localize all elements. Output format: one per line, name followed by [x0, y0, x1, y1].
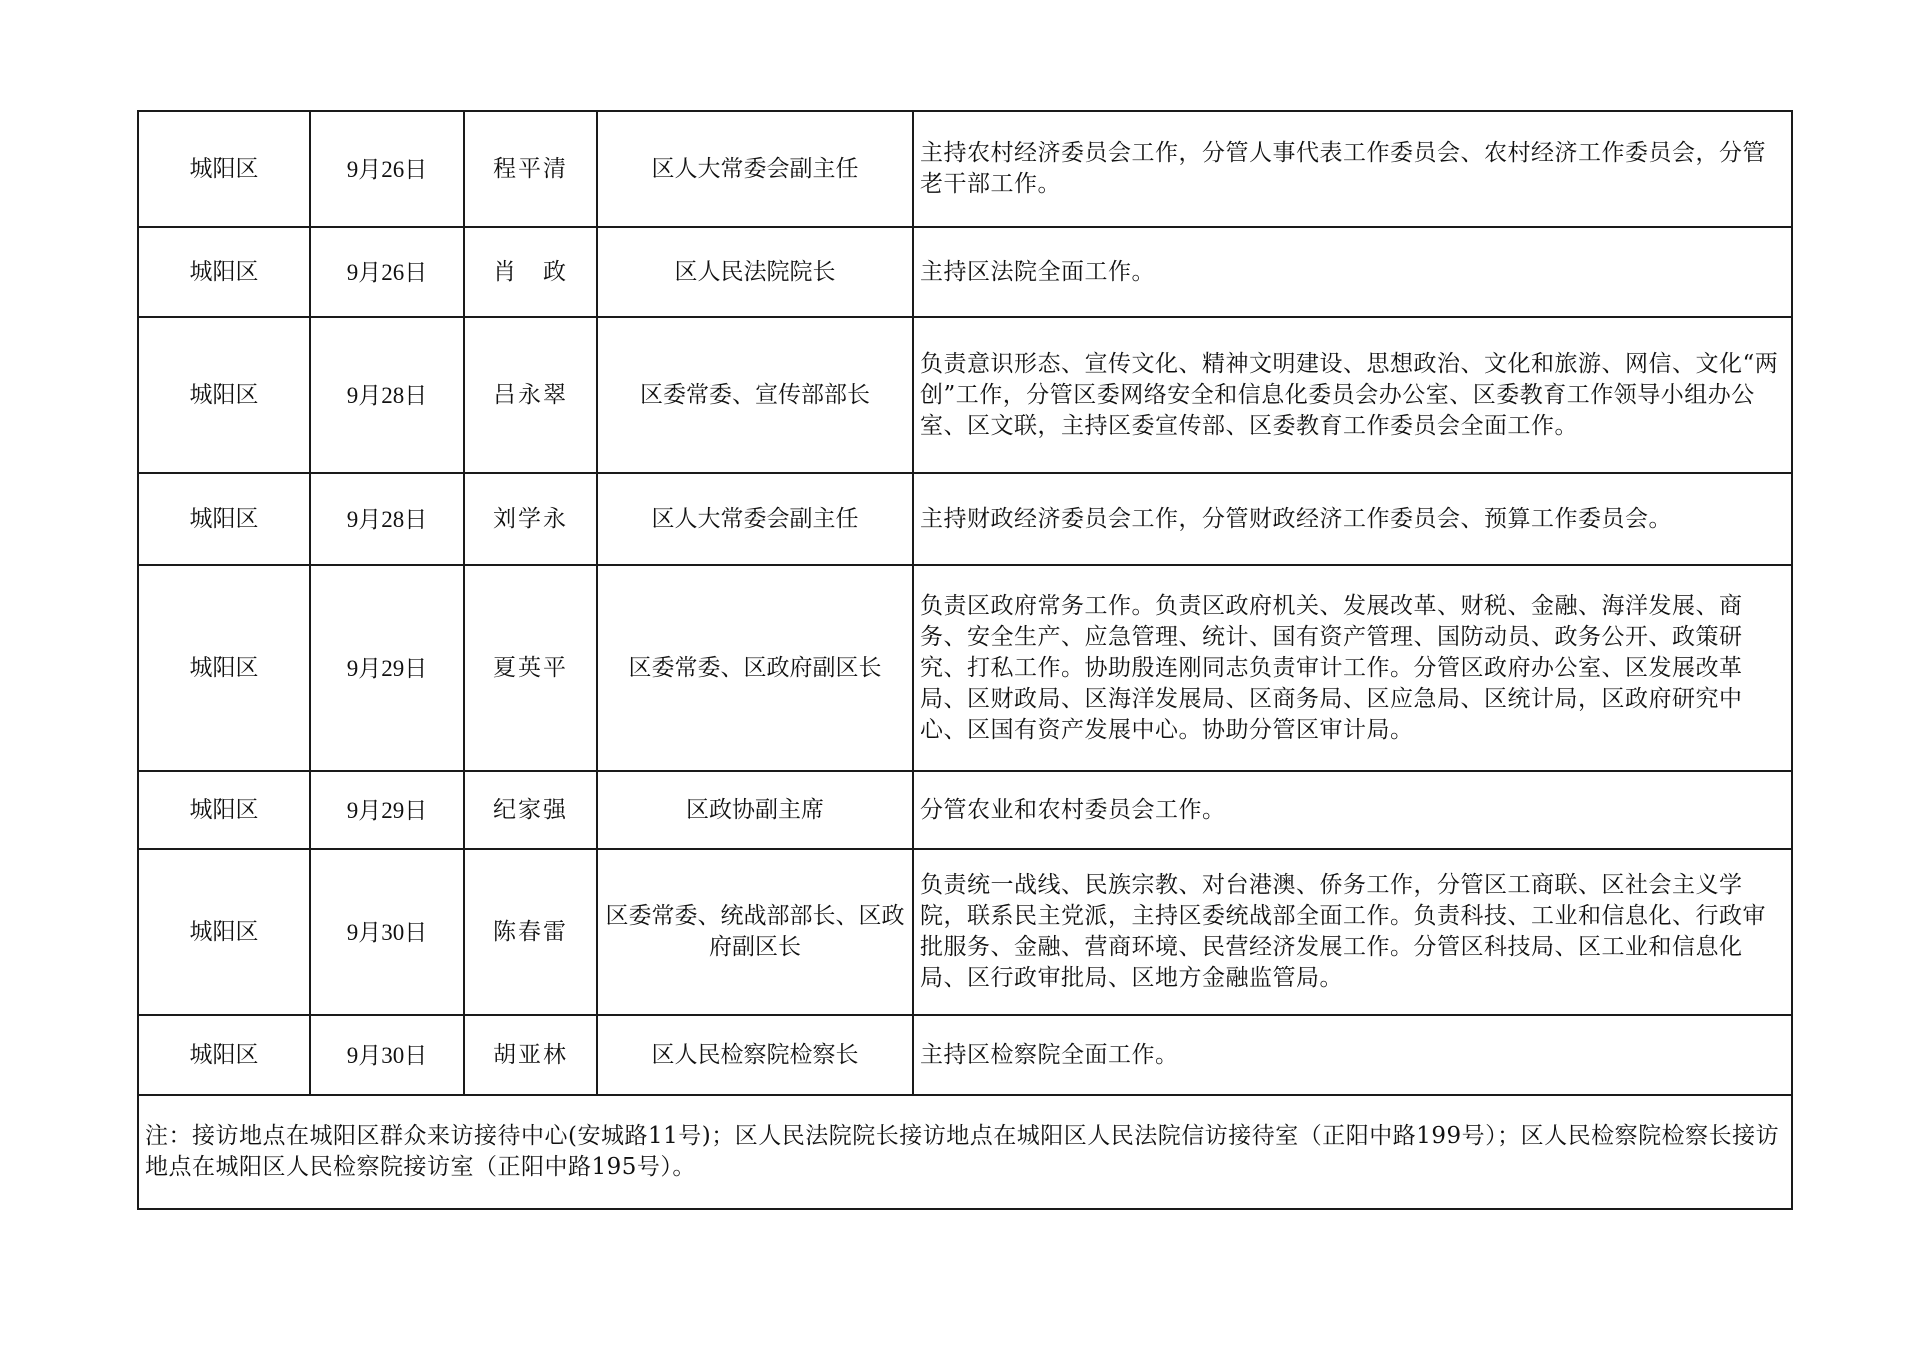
position-cell: 区委常委、区政府副区长 [597, 565, 913, 771]
district-cell: 城阳区 [138, 1015, 310, 1095]
name-cell: 刘学永 [464, 473, 597, 565]
duties-cell: 分管农业和农村委员会工作。 [913, 771, 1792, 849]
duties-cell: 主持农村经济委员会工作，分管人事代表工作委员会、农村经济工作委员会，分管老干部工作。 [913, 111, 1792, 227]
position-cell: 区人民检察院检察长 [597, 1015, 913, 1095]
district-cell: 城阳区 [138, 565, 310, 771]
duties-cell: 主持区法院全面工作。 [913, 227, 1792, 317]
duties-cell: 负责意识形态、宣传文化、精神文明建设、思想政治、文化和旅游、网信、文化“两创”工作，分管区委网络安全和信息化委员会办公室、区委教育工作领导小组办公室、区文联，主持区委宣传部、区委教育工作委员会全面工作。 [913, 317, 1792, 473]
date-cell: 9月26日 [310, 111, 464, 227]
date-cell: 9月30日 [310, 849, 464, 1015]
position-cell: 区委常委、宣传部部长 [597, 317, 913, 473]
name-cell: 夏英平 [464, 565, 597, 771]
duties-cell: 主持财政经济委员会工作，分管财政经济工作委员会、预算工作委员会。 [913, 473, 1792, 565]
date-cell: 9月30日 [310, 1015, 464, 1095]
district-cell: 城阳区 [138, 771, 310, 849]
district-cell: 城阳区 [138, 111, 310, 227]
date-cell: 9月29日 [310, 565, 464, 771]
reception-schedule-table [137, 110, 1793, 1210]
date-cell: 9月26日 [310, 227, 464, 317]
date-cell: 9月28日 [310, 317, 464, 473]
date-cell: 9月28日 [310, 473, 464, 565]
table-row [138, 473, 1792, 565]
name-cell: 程平清 [464, 111, 597, 227]
table-row [138, 849, 1792, 1015]
name-cell: 胡亚林 [464, 1015, 597, 1095]
district-cell: 城阳区 [138, 227, 310, 317]
table-row [138, 317, 1792, 473]
position-cell: 区人大常委会副主任 [597, 111, 913, 227]
duties-cell: 主持区检察院全面工作。 [913, 1015, 1792, 1095]
district-cell: 城阳区 [138, 473, 310, 565]
position-cell: 区委常委、统战部部长、区政府副区长 [597, 849, 913, 1015]
date-cell: 9月29日 [310, 771, 464, 849]
table-row [138, 111, 1792, 227]
district-cell: 城阳区 [138, 849, 310, 1015]
table-row [138, 227, 1792, 317]
table-row [138, 771, 1792, 849]
name-cell: 吕永翠 [464, 317, 597, 473]
position-cell: 区人大常委会副主任 [597, 473, 913, 565]
table-row [138, 1015, 1792, 1095]
note-row [138, 1095, 1792, 1209]
name-cell: 陈春雷 [464, 849, 597, 1015]
name-cell: 肖 政 [464, 227, 597, 317]
district-cell: 城阳区 [138, 317, 310, 473]
position-cell: 区政协副主席 [597, 771, 913, 849]
position-cell: 区人民法院院长 [597, 227, 913, 317]
duties-cell: 负责统一战线、民族宗教、对台港澳、侨务工作，分管区工商联、区社会主义学院，联系民主党派，主持区委统战部全面工作。负责科技、工业和信息化、行政审批服务、金融、营商环境、民营经济发展工作。分管区科技局、区工业和信息化局、区行政审批局、区地方金融监管局。 [913, 849, 1792, 1015]
duties-cell: 负责区政府常务工作。负责区政府机关、发展改革、财税、金融、海洋发展、商务、安全生产、应急管理、统计、国有资产管理、国防动员、政务公开、政策研究、打私工作。协助殷连刚同志负责审计工作。分管区政府办公室、区发展改革局、区财政局、区海洋发展局、区商务局、区应急局、区统计局，区政府研究中心、区国有资产发展中心。协助分管区审计局。 [913, 565, 1792, 771]
table-row [138, 565, 1792, 771]
note-cell: 注：接访地点在城阳区群众来访接待中心(安城路11号)；区人民法院院长接访地点在城阳区人民法院信访接待室（正阳中路199号）；区人民检察院检察长接访地点在城阳区人民检察院接访室（正阳中路195号）。 [138, 1095, 1792, 1209]
name-cell: 纪家强 [464, 771, 597, 849]
